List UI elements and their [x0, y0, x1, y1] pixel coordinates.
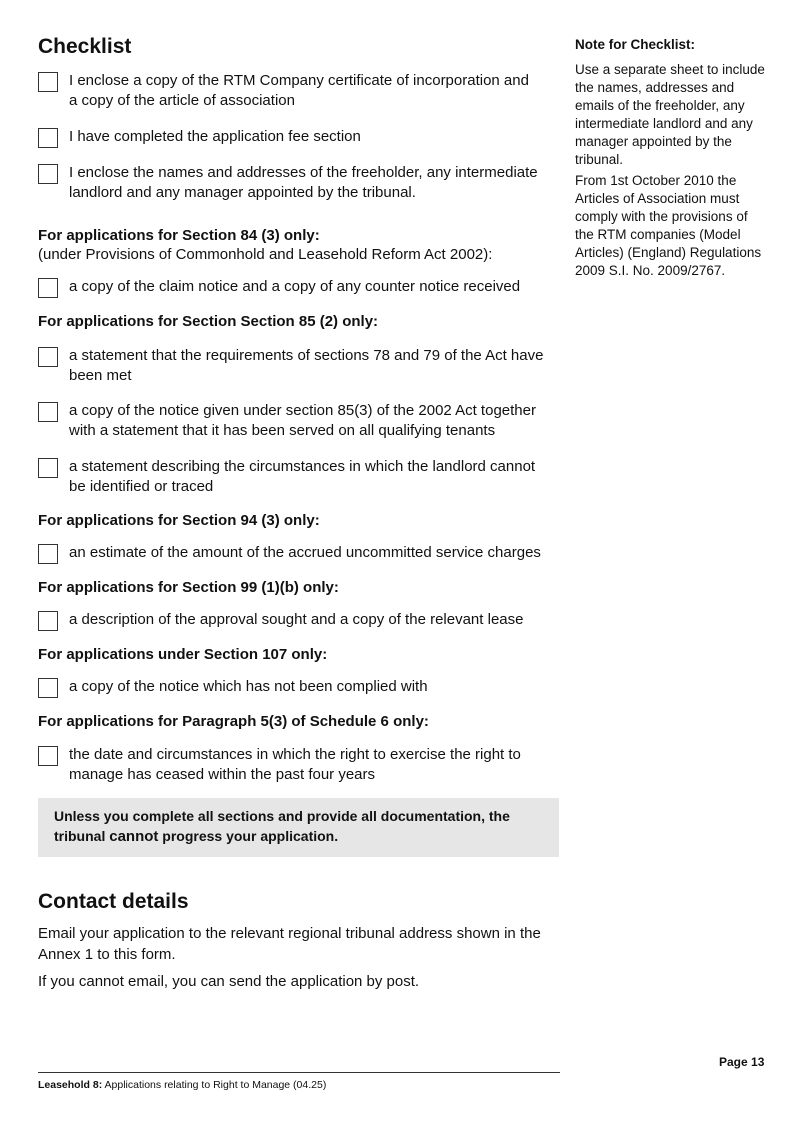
sidebar-paragraph: From 1st October 2010 the Articles of Association must comply with the provisions of the RTM companies (Model Articles) (England) Regulations 2009 S.I. No. 2009/2767. — [575, 173, 762, 278]
checkbox[interactable] — [38, 544, 58, 564]
checklist-item-label: I enclose a copy of the RTM Company certificate of incorporation and a copy of the article of association — [69, 72, 529, 109]
section-84-heading: For applications for Section 84 (3) only: — [38, 227, 320, 244]
checklist-item — [38, 745, 560, 785]
checklist-item-label: I have completed the application fee section — [69, 128, 361, 145]
schedule-6-heading: For applications for Paragraph 5(3) of Schedule 6 only: — [38, 713, 429, 730]
checklist-item — [38, 277, 560, 298]
checklist-item-label: a copy of the notice given under section 85(3) of the 2002 Act together with a statement that it has been served on all qualifying tenants — [69, 402, 536, 439]
checklist-item-label: a statement that the requirements of sections 78 and 79 of the Act have been met — [69, 347, 544, 384]
checkbox[interactable] — [38, 164, 58, 184]
checkbox[interactable] — [38, 402, 58, 422]
checklist-item-label: a copy of the notice which has not been complied with — [69, 678, 428, 695]
checklist-item-label: an estimate of the amount of the accrued uncommitted service charges — [69, 544, 541, 561]
checklist-item-label: I enclose the names and addresses of the freeholder, any intermediate landlord and any manager appointed by the tribunal. — [69, 164, 538, 201]
sidebar-title: Note for Checklist: — [575, 37, 696, 52]
section-84-subnote: (under Provisions of Commonhold and Leasehold Reform Act 2002): — [38, 246, 493, 263]
checklist-item — [38, 457, 560, 497]
sidebar-paragraph: Use a separate sheet to include the names, addresses and emails of the freeholder, any intermediate landlord and any manager appointed by the tribunal. — [575, 62, 765, 167]
main-column — [38, 34, 560, 993]
checklist-item-label: the date and circumstances in which the right to exercise the right to manage has ceased within the past four years — [69, 746, 521, 783]
checklist-item — [38, 163, 560, 203]
checkbox[interactable] — [38, 678, 58, 698]
footer-divider — [38, 1072, 560, 1073]
checkbox[interactable] — [38, 746, 58, 766]
notice-text-end: progress your application. — [162, 828, 339, 844]
section-85-heading: For applications for Section Section 85 (2) only: — [38, 313, 379, 330]
checklist-item — [38, 127, 560, 148]
form-title: Applications relating to Right to Manage (04.25) — [104, 1079, 327, 1091]
footer — [38, 1079, 326, 1091]
checkbox[interactable] — [38, 458, 58, 478]
contact-paragraph: If you cannot email, you can send the application by post. — [38, 973, 420, 990]
checkbox[interactable] — [38, 72, 58, 92]
notice-emphasis: cannot — [109, 828, 159, 845]
checklist-item — [38, 71, 560, 111]
section-99-heading: For applications for Section 99 (1)(b) only: — [38, 579, 339, 596]
section-107-heading: For applications under Section 107 only: — [38, 646, 328, 663]
sidebar-note — [575, 36, 770, 280]
notice-text: Unless you complete all sections and provide all documentation, the tribunal — [54, 808, 510, 844]
checklist-item — [38, 543, 560, 564]
page-number: Page 13 — [719, 1055, 765, 1069]
contact-paragraph: Email your application to the relevant regional tribunal address shown in the Annex 1 to this form. — [38, 925, 541, 963]
checklist-item — [38, 346, 560, 386]
checkbox[interactable] — [38, 278, 58, 298]
checklist-item — [38, 677, 560, 698]
checkbox[interactable] — [38, 611, 58, 631]
checkbox[interactable] — [38, 347, 58, 367]
contact-title: Contact details — [38, 890, 189, 913]
checklist-item-label: a statement describing the circumstances in which the landlord cannot be identified or traced — [69, 458, 536, 495]
checklist-item — [38, 610, 560, 631]
checkbox[interactable] — [38, 128, 58, 148]
checklist-item-label: a description of the approval sought and a copy of the relevant lease — [69, 611, 524, 628]
checklist-item-label: a copy of the claim notice and a copy of any counter notice received — [69, 278, 521, 295]
warning-notice — [38, 798, 559, 857]
checklist-item — [38, 401, 560, 441]
checklist-title: Checklist — [38, 35, 132, 58]
form-code: Leasehold 8: — [38, 1079, 103, 1091]
section-94-heading: For applications for Section 94 (3) only: — [38, 512, 320, 529]
